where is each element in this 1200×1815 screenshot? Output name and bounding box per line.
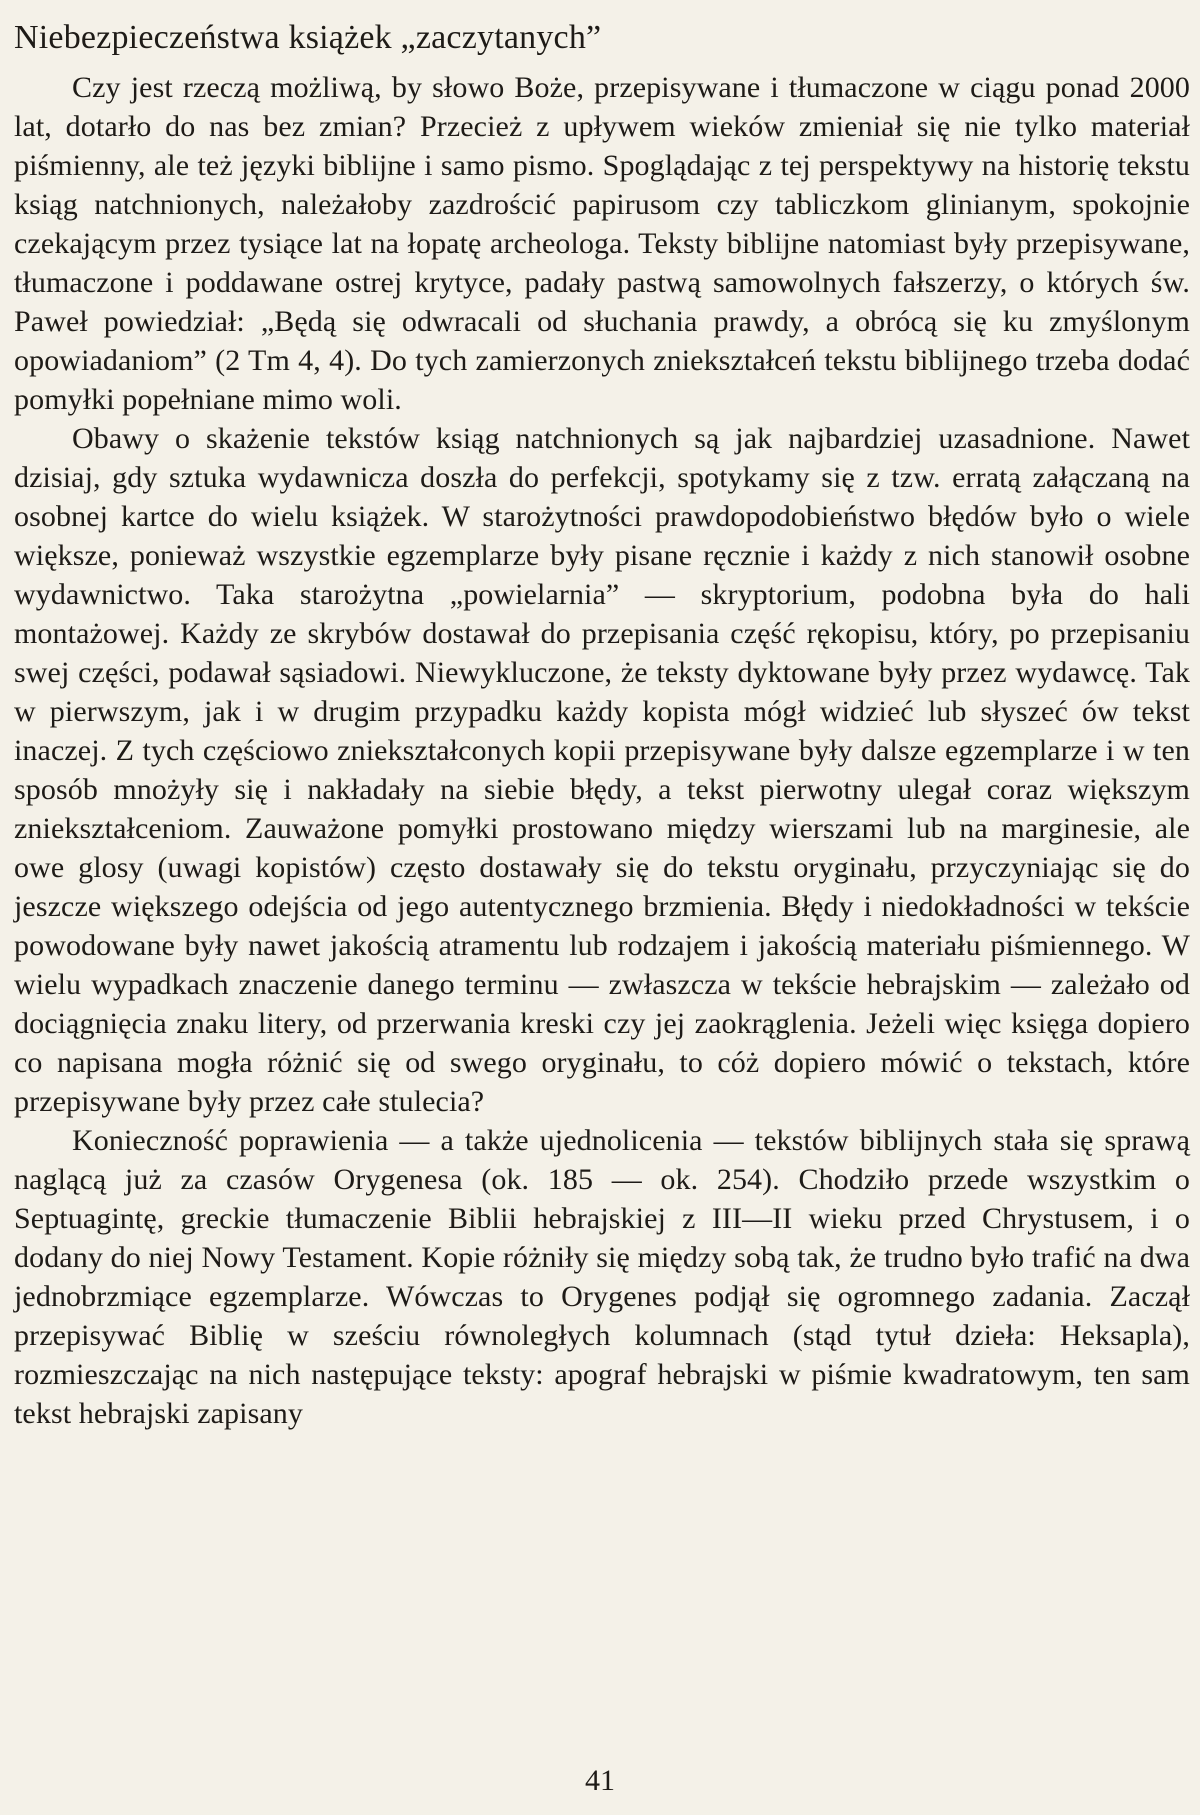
page-number: 41 <box>585 1764 615 1797</box>
paragraph-1: Czy jest rzeczą możliwą, by słowo Boże, przepisywane i tłumaczone w ciągu ponad 2000 lat, dotarło do nas bez zmian? Przecież z upływem wieków zmieniał się nie tylko materiał piśmienny, ale też języki biblijne i samo pismo. Spoglądając z tej perspektywy na historię tekstu ksiąg natchnionych, należałoby zazdrościć papirusom czy tabliczkom glinianym, spokojnie czekającym przez tysiące lat na łopatę archeologa. Teksty biblijne natomiast były przepisywane, tłumaczone i poddawane ostrej krytyce, padały pastwą samowolnych fałszerzy, o których św. Paweł powiedział: „Będą się odwracali od słuchania prawdy, a obrócą się ku zmyślonym opowiadaniom” (2 Tm 4, 4). Do tych zamierzonych zniekształceń tekstu biblijnego trzeba dodać pomyłki popełniane mimo woli. <box>14 71 1190 416</box>
paragraph-2: Obawy o skażenie tekstów ksiąg natchnionych są jak najbardziej uzasadnione. Nawet dzisiaj, gdy sztuka wydawnicza doszła do perfekcji, spotykamy się z tzw. erratą załączaną na osobnej kartce do wielu książek. W starożytności prawdopodobieństwo błędów było o wiele większe, ponieważ wszystkie egzemplarze były pisane ręcznie i każdy z nich stanowił osobne wydawnictwo. Taka starożytna „powielarnia” — skryptorium, podobna była do hali montażowej. Każdy ze skrybów dostawał do przepisania część rękopisu, który, po przepisaniu swej części, podawał sąsiadowi. Niewykluczone, że teksty dyktowane były przez wydawcę. Tak w pierwszym, jak i w drugim przypadku każdy kopista mógł widzieć lub słyszeć ów tekst inaczej. Z tych częściowo zniekształconych kopii przepisywane były dalsze egzemplarze i w ten sposób mnożyły się i nakładały na siebie błędy, a tekst pierwotny ulegał coraz większym zniekształceniom. Zauważone pomyłki prostowano między wierszami lub na marginesie, ale owe glosy (uwagi kopistów) często dostawały się do tekstu oryginału, przyczyniając się do jeszcze większego odejścia od jego autentycznego brzmienia. Błędy i niedokładności w tekście powodowane były nawet jakością atramentu lub rodzajem i jakością materiału piśmiennego. W wielu wypadkach znaczenie danego terminu — zwłaszcza w tekście hebrajskim — zależało od dociągnięcia znaku litery, od przerwania kreski czy jej zaokrąglenia. Jeżeli więc księga dopiero co napisana mogła różnić się od swego oryginału, to cóż dopiero mówić o tekstach, które przepisywane były przez całe stulecia? <box>14 422 1190 1118</box>
paragraph-3: Konieczność poprawienia — a także ujednolicenia — tekstów biblijnych stała się sprawą naglącą już za czasów Orygenesa (ok. 185 — ok. 254). Chodziło przede wszystkim o Septuagintę, greckie tłumaczenie Biblii hebrajskiej z III—II wieku przed Chrystusem, i o dodany do niej Nowy Testament. Kopie różniły się między sobą tak, że trudno było trafić na dwa jednobrzmiące egzemplarze. Wówczas to Orygenes podjął się ogromnego zadania. Zaczął przepisywać Biblię w sześciu równoległych kolumnach (stąd tytuł dzieła: Heksapla), rozmieszczając na nich następujące teksty: apograf hebrajski w piśmie kwadratowym, ten sam tekst hebrajski zapisany <box>14 1124 1190 1430</box>
section-heading: Niebezpieczeństwa książek „zaczytanych” <box>14 19 602 56</box>
